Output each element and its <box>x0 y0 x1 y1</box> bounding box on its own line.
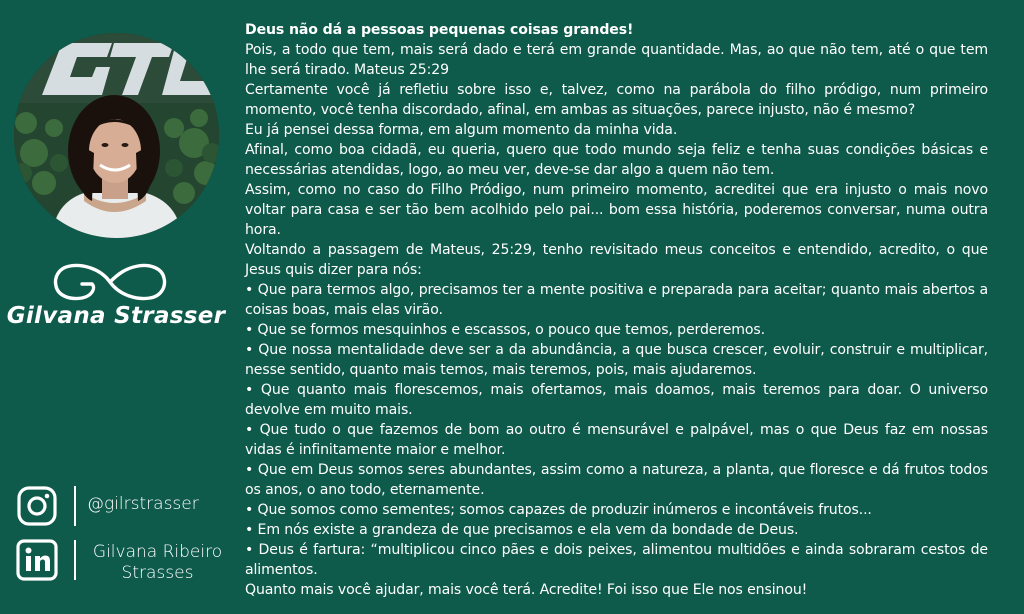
profile-sidebar <box>0 0 232 614</box>
bullet-item: • Deus é fartura: “multiplicou cinco pães e dois peixes, alimentou multidões e ainda sobraram cestos de alimentos. <box>245 542 988 578</box>
article-paragraph: Eu já pensei dessa forma, em algum momento da minha vida. <box>245 122 678 138</box>
linkedin-name-line1: Gilvana Ribeiro <box>92 542 223 562</box>
linkedin-name[interactable] <box>86 542 229 584</box>
linkedin-divider <box>74 540 76 580</box>
bullet-item: • Que em Deus somos seres abundantes, assim como a natureza, a planta, que floresce e dá frutos todos os anos, o ano todo, eternamente. <box>245 462 988 498</box>
instagram-divider <box>74 486 76 526</box>
article-paragraph: Assim, como no caso do Filho Pródigo, num primeiro momento, acreditei que era injusto o mais novo voltar para casa e ser tão bem acolhido pelo pai... bom essa história, poderemos conversar, numa outra hora. <box>245 182 988 238</box>
instagram-icon[interactable] <box>16 485 58 527</box>
bullet-item: • Que quanto mais florescemos, mais ofertamos, mais doamos, mais teremos para doar. O universo devolve em muito mais. <box>245 382 988 418</box>
instagram-row[interactable] <box>16 484 199 528</box>
article-title: Deus não dá a pessoas pequenas coisas grandes! <box>245 22 634 38</box>
article-closing: Quanto mais você ajudar, mais você terá. Acredite! Foi isso que Ele nos ensinou! <box>245 582 808 598</box>
article-paragraph: Voltando a passagem de Mateus, 25:29, tenho revisitado meus conceitos e entendido, acredito, o que Jesus quis dizer para nós: <box>245 242 988 278</box>
brand-name: Gilvana Strasser <box>6 303 226 329</box>
bullet-item: • Em nós existe a grandeza de que precisamos e ela vem da bondade de Deus. <box>245 522 799 538</box>
bullet-item: • Que nossa mentalidade deve ser a da abundância, a que busca crescer, evoluir, construir e multiplicar, nesse sentido, quanto mais temos, mais teremos, pois, mais ajudaremos. <box>245 342 988 378</box>
infinity-logo-icon <box>52 260 168 304</box>
profile-photo-image <box>14 33 219 238</box>
bullet-item: • Que somos como sementes; somos capazes de produzir inúmeros e incontáveis frutos... <box>245 502 872 518</box>
article-paragraph: Afinal, como boa cidadã, eu queria, quero que todo mundo seja feliz e tenha suas condições básicas e necessárias atendidas, logo, ao meu ver, deve-se dar algo a quem não tem. <box>245 142 988 178</box>
instagram-handle[interactable]: @gilrstrasser <box>87 494 199 514</box>
bullet-item: • Que tudo o que fazemos de bom ao outro é mensurável e palpável, mas o que Deus faz em nossas vidas é infinitamente maior e melhor. <box>245 422 988 458</box>
article-paragraph: Certamente você já refletiu sobre isso e, talvez, como na parábola do filho pródigo, num primeiro momento, você tenha discordado, afinal, em ambas as situações, parece injusto, não é mesmo? <box>245 82 988 118</box>
article-paragraph: Pois, a todo que tem, mais será dado e terá em grande quantidade. Mas, ao que não tem, até o que tem lhe será tirado. Mateus 25:29 <box>245 42 988 78</box>
bullet-item: • Que para termos algo, precisamos ter a mente positiva e preparada para aceitar; quanto mais abertos a coisas boas, mais elas virão. <box>245 282 988 318</box>
article-text <box>245 20 988 600</box>
linkedin-icon[interactable] <box>16 539 58 581</box>
linkedin-name-line2: Strasses <box>121 563 194 583</box>
linkedin-row[interactable] <box>16 538 223 583</box>
profile-photo <box>14 33 219 238</box>
bullet-item: • Que se formos mesquinhos e escassos, o pouco que temos, perderemos. <box>245 322 765 338</box>
